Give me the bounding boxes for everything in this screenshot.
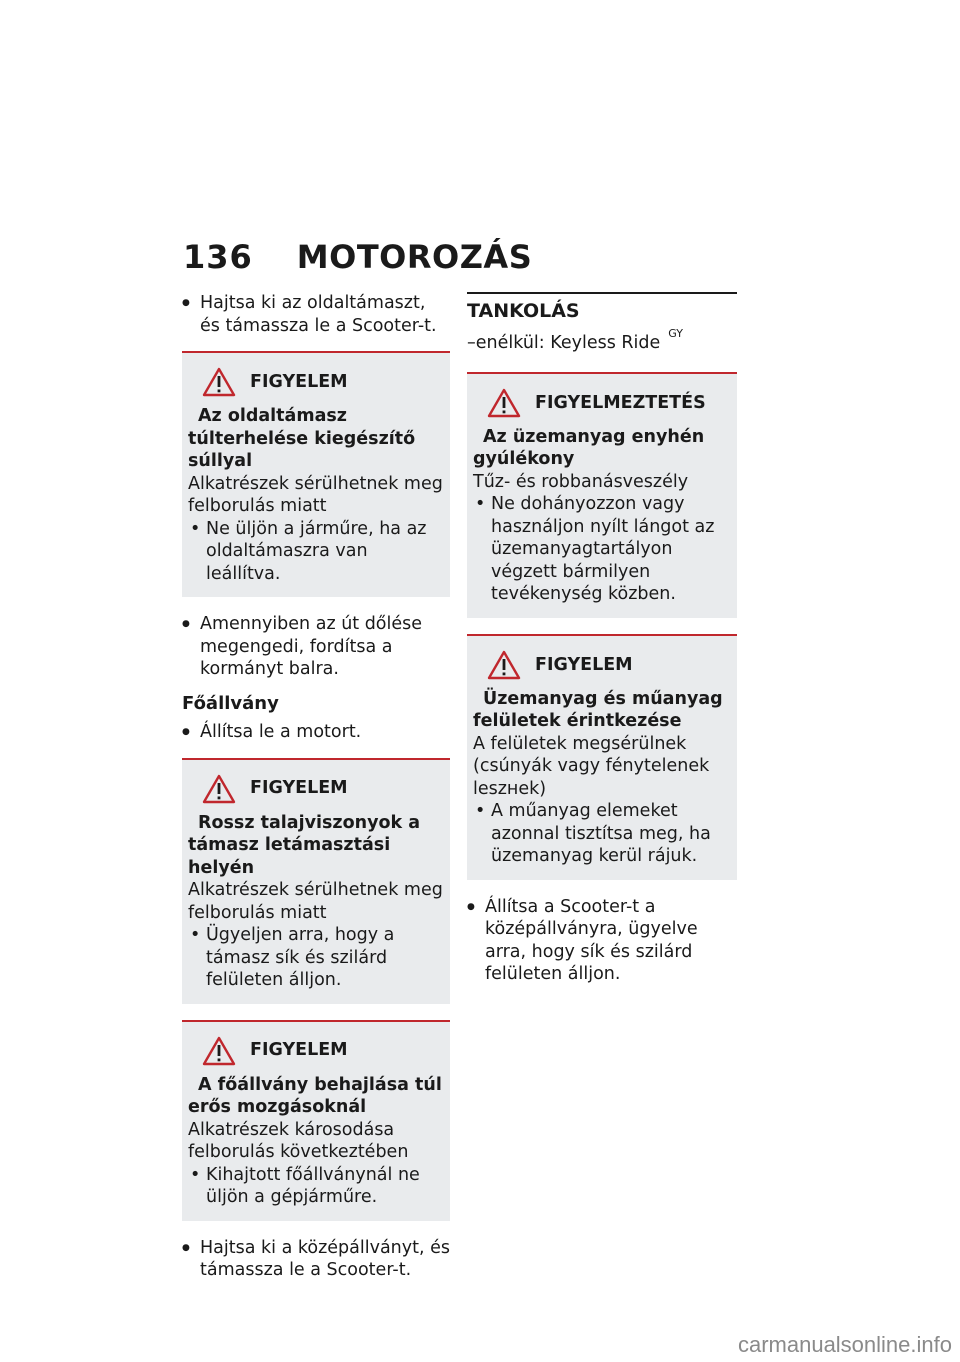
warning-subtitle: Rossz talajviszonyok a támasz letámasztási helyén	[188, 812, 421, 878]
page-header	[183, 238, 532, 276]
warning-box	[182, 1020, 450, 1221]
bullet-item: ● Amennyiben az út dőlése megengedi, fordítsa a kormányt balra.	[182, 613, 450, 681]
warning-text: Alkatrészek sérülhetnek meg felborulás miatt	[188, 880, 443, 923]
warning-triangle-icon	[202, 1036, 236, 1066]
warning-title: FIGYELEM	[250, 1040, 348, 1061]
warning-box	[182, 758, 450, 1004]
watermark: carmanualsonline.info	[737, 1332, 952, 1357]
chapter-title: MOTOROZÁS	[296, 238, 533, 276]
warning-text: Tűz- és robbanásveszély	[473, 471, 689, 492]
warning-subtitle: Az oldaltámasz túlterhelése kiegészítő súllyal	[188, 406, 416, 471]
country-code: GY	[668, 326, 683, 340]
bullet-item: ● Állítsa a Scooter-t a középállványra, ügyelve arra, hogy sík és szilárd felületen álljon.	[467, 896, 737, 986]
warning-triangle-icon	[202, 367, 236, 397]
equipment-note-text: –enélkül: Keyless Ride	[467, 332, 661, 353]
bullet-item: ● Állítsa le a motort.	[182, 721, 450, 744]
warning-box	[467, 372, 737, 618]
section-title: TANKOLÁS	[467, 292, 737, 323]
equipment-note	[467, 327, 737, 354]
warning-text: Alkatrészek sérülhetnek meg felborulás miatt	[188, 473, 443, 516]
warning-title: FIGYELEM	[250, 371, 348, 392]
warning-triangle-icon	[487, 650, 521, 680]
warning-subtitle: A főállvány behajlása túl erős mozgásoknál	[188, 1074, 442, 1117]
warning-item: • Ne dohányozzon vagy használjon nyílt lángot az üzemanyagtartályon végzett bármilyen tevékenység közben.	[473, 493, 731, 606]
bullet-item: ● Hajtsa ki a középállványt, és támassza le a Scooter-t.	[182, 1237, 450, 1282]
left-column	[182, 292, 450, 1292]
warning-triangle-icon	[202, 774, 236, 804]
warning-text: Alkatrészek károsodása felborulás következtében	[188, 1119, 409, 1162]
warning-text: A felületek megsérülnek (csúnyák vagy fénytelenek leszнek)	[473, 733, 710, 799]
warning-item: • Ügyeljen arra, hogy a támasz sík és szilárd felületen álljon.	[188, 924, 444, 992]
warning-title: FIGYELMEZTETÉS	[535, 392, 706, 413]
warning-item: • Ne üljön a járműre, ha az oldaltámaszra van leállítva.	[188, 518, 444, 586]
warning-subtitle: Az üzemanyag enyhén gyúlékony	[473, 426, 705, 470]
warning-subtitle: Üzemanyag és műanyag felületek érintkezése	[473, 688, 723, 732]
warning-box	[467, 634, 737, 880]
warning-item: • Kihajtott főállványnál ne üljön a gépjárműre.	[188, 1164, 444, 1209]
warning-triangle-icon	[487, 388, 521, 418]
warning-title: FIGYELEM	[250, 778, 348, 799]
right-column	[467, 292, 737, 996]
warning-box	[182, 351, 450, 597]
warning-title: FIGYELEM	[535, 654, 633, 675]
section-heading: Főállvány	[182, 692, 279, 714]
warning-item: • A műanyag elemeket azonnal tisztítsa meg, ha üzemanyag kerül rájuk.	[473, 800, 731, 868]
page-number: 136	[183, 238, 253, 276]
bullet-item: ● Hajtsa ki az oldaltámaszt, és támassza le a Scooter-t.	[182, 292, 450, 337]
